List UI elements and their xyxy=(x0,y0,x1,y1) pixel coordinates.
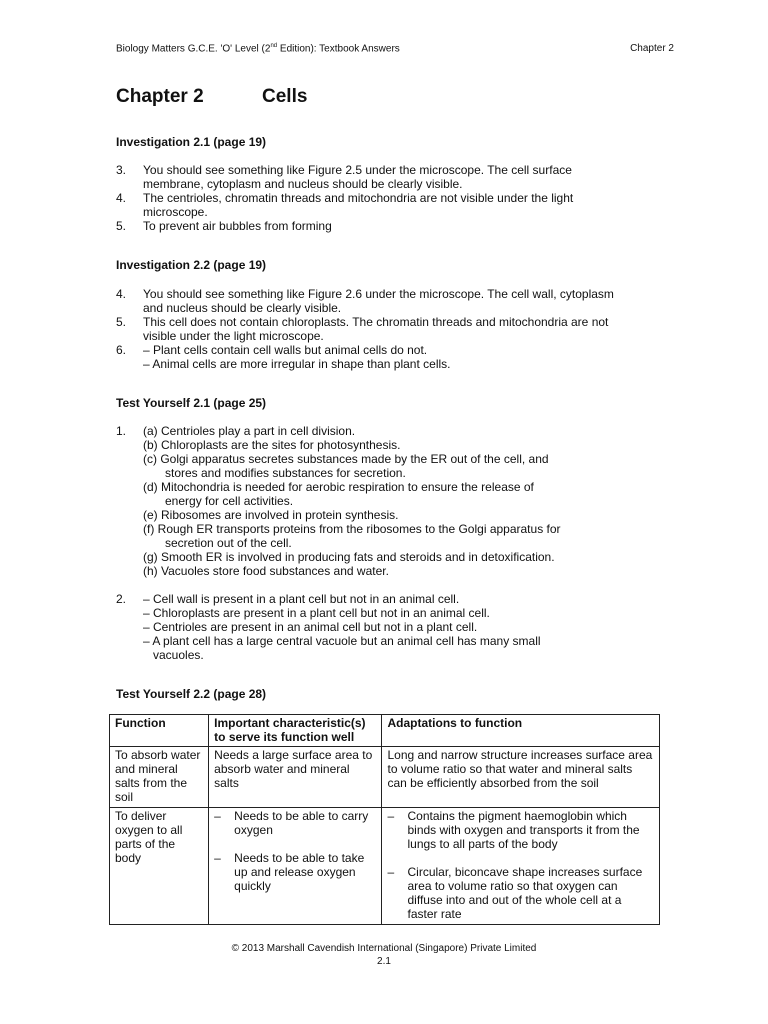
table-cell: To absorb water and mineral salts from the soil xyxy=(110,747,209,808)
table-cell: To deliver oxygen to all parts of the body xyxy=(110,808,209,925)
table-cell: Needs a large surface area to absorb water and mineral salts xyxy=(209,747,382,808)
cell-text: Circular, biconcave shape increases surface area to volume ratio so that oxygen can diffuse into and out of the whole cell at a faster rate xyxy=(407,865,643,921)
item-number: 1. xyxy=(116,424,127,438)
answer-line: energy for cell activities. xyxy=(165,494,294,508)
header-superscript: nd xyxy=(270,43,278,49)
answer-line: (f) Rough ER transports proteins from the ribosomes to the Golgi apparatus for xyxy=(143,522,561,536)
item-number: 4. xyxy=(116,287,127,301)
copyright-footer: © 2013 Marshall Cavendish International (Singapore) Private Limited xyxy=(231,943,537,954)
dash-bullet: – xyxy=(387,865,395,879)
item-number: 5. xyxy=(116,315,127,329)
dash-bullet: – xyxy=(214,851,221,865)
table-cell: Long and narrow structure increases surface area to volume ratio so that water and mineral salts can be efficiently absorbed from the soil xyxy=(382,747,660,808)
running-header-right: Chapter 2 xyxy=(630,43,674,54)
answer-line: – Cell wall is present in a plant cell but not in an animal cell. xyxy=(143,592,460,606)
answer-line: (a) Centrioles play a part in cell division. xyxy=(143,424,356,438)
table-cell xyxy=(209,808,382,925)
cell-text: Needs to be able to carry oxygen xyxy=(234,809,369,837)
cell-text: Contains the pigment haemoglobin which binds with oxygen and transports it from the lungs to all parts of the body xyxy=(407,809,640,851)
item-text: membrane, cytoplasm and nucleus should be clearly visible. xyxy=(143,177,463,191)
chapter-title: Cells xyxy=(262,86,308,107)
item-number: 3. xyxy=(116,163,127,177)
item-number: 2. xyxy=(116,592,127,606)
cell-text: Needs to be able to take up and release oxygen quickly xyxy=(234,851,365,893)
answer-line: (e) Ribosomes are involved in protein synthesis. xyxy=(143,508,399,522)
section-heading: Investigation 2.2 (page 19) xyxy=(116,258,267,272)
dash-item xyxy=(214,809,376,837)
dash-bullet: – xyxy=(387,809,395,823)
answer-line: (h) Vacuoles store food substances and water. xyxy=(143,564,389,578)
table-header: Adaptations to function xyxy=(382,715,660,747)
header-text-end: Edition): Textbook Answers xyxy=(277,43,400,55)
answer-line: (c) Golgi apparatus secretes substances made by the ER out of the cell, and xyxy=(143,452,549,466)
table-cell xyxy=(382,808,660,925)
header-text: Biology Matters G.C.E. 'O' Level (2 xyxy=(116,43,271,55)
item-number: 4. xyxy=(116,191,127,205)
answer-line: (g) Smooth ER is involved in producing fats and steroids and in detoxification. xyxy=(143,550,555,564)
dash-item xyxy=(387,809,654,851)
table-header: Important characteristic(s) to serve its function well xyxy=(209,715,382,747)
item-text: and nucleus should be clearly visible. xyxy=(143,301,342,315)
table-row xyxy=(110,808,660,925)
answer-line: (d) Mitochondria is needed for aerobic respiration to ensure the release of xyxy=(143,480,534,494)
dash-bullet: – xyxy=(214,809,221,823)
answer-line: – Centrioles are present in an animal cell but not in a plant cell. xyxy=(143,620,478,634)
table-header: Function xyxy=(110,715,209,747)
item-text: microscope. xyxy=(143,205,208,219)
table-row xyxy=(110,747,660,808)
answer-line: – A plant cell has a large central vacuole but an animal cell has many small xyxy=(143,634,541,648)
item-text: – Plant cells contain cell walls but animal cells do not. xyxy=(143,343,428,357)
answer-line: vacuoles. xyxy=(153,648,204,662)
page-number: 2.1 xyxy=(377,956,391,967)
function-table xyxy=(109,714,660,925)
item-text: visible under the light microscope. xyxy=(143,329,324,343)
item-text: To prevent air bubbles from forming xyxy=(143,219,332,233)
section-heading: Investigation 2.1 (page 19) xyxy=(116,135,267,149)
item-text: You should see something like Figure 2.6 under the microscope. The cell wall, cytoplasm xyxy=(143,287,614,301)
answer-line: stores and modifies substances for secretion. xyxy=(165,466,406,480)
answer-line: secretion out of the cell. xyxy=(165,536,292,550)
item-text: You should see something like Figure 2.5 under the microscope. The cell surface xyxy=(143,163,572,177)
table-header-row xyxy=(110,715,660,747)
chapter-number: Chapter 2 xyxy=(116,86,204,107)
dash-item xyxy=(387,865,654,921)
answer-line: (b) Chloroplasts are the sites for photosynthesis. xyxy=(143,438,401,452)
item-text: This cell does not contain chloroplasts. The chromatin threads and mitochondria are not xyxy=(143,315,609,329)
answer-line: – Chloroplasts are present in a plant cell but not in an animal cell. xyxy=(143,606,490,620)
dash-item xyxy=(214,851,376,893)
item-text: – Animal cells are more irregular in shape than plant cells. xyxy=(143,357,451,371)
item-number: 5. xyxy=(116,219,127,233)
running-header-left xyxy=(116,43,400,54)
section-heading: Test Yourself 2.1 (page 25) xyxy=(116,396,267,410)
section-heading: Test Yourself 2.2 (page 28) xyxy=(116,687,267,701)
item-text: The centrioles, chromatin threads and mitochondria are not visible under the light xyxy=(143,191,574,205)
item-number: 6. xyxy=(116,343,127,357)
